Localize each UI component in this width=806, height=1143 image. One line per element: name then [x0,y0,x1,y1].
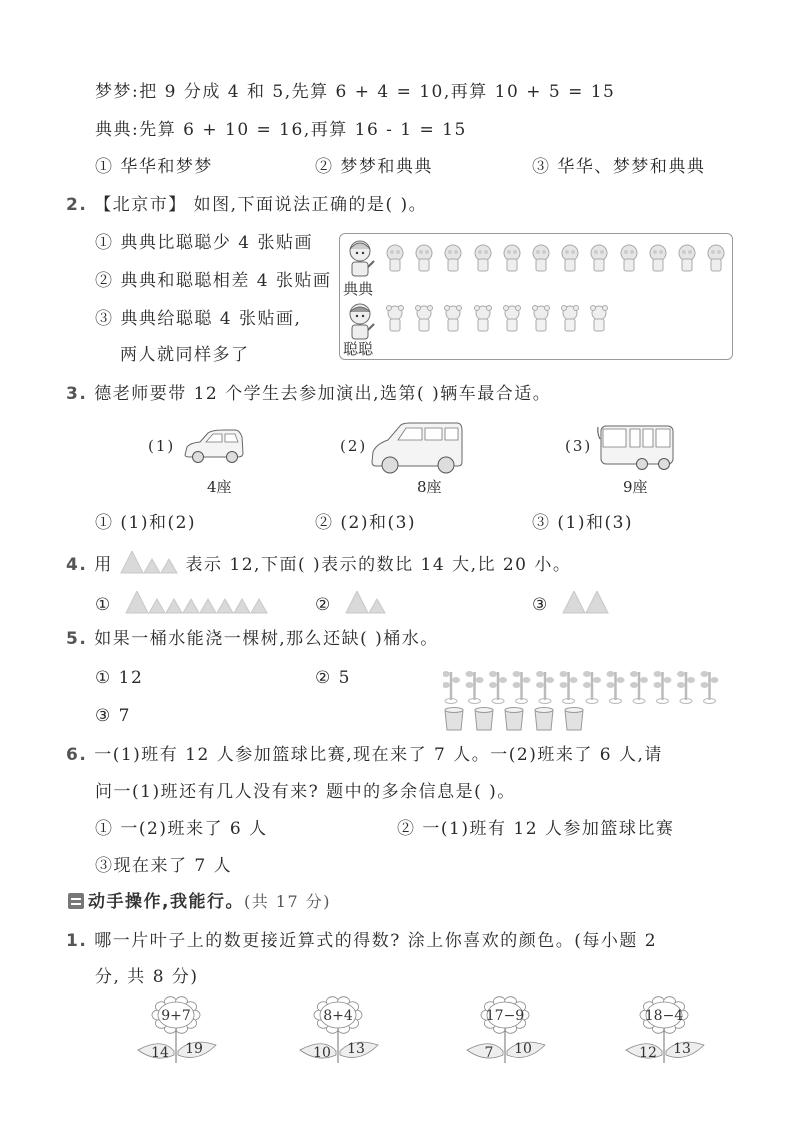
q6-stem-text: 一(1)班有 12 人参加篮球比赛,现在来了 7 人。一(2)班来了 6 人,请 [94,745,663,765]
q5-option-1[interactable]: ① 12 [95,668,144,688]
flower-expression: 8+4 [323,1008,353,1024]
question-number: 6. [66,745,88,765]
tree-icon [654,671,672,704]
option-label: ② [315,595,332,615]
q1-option-2[interactable]: ② 梦梦和典典 [315,157,433,177]
vehicle-1-label: (1) [148,437,176,455]
large-triangle [346,591,368,613]
small-triangle [183,599,199,613]
q3-option-1[interactable]: ① (1)和(2) [95,513,197,533]
q2-option-3-cont: 两人就同样多了 [120,345,250,365]
q4-option-3[interactable] [532,591,610,620]
q4-stem-suffix: 表示 12,下面( )表示的数比 14 大,比 20 小。 [185,555,572,575]
question-number: 4. [66,555,88,575]
flower-expression: 17−9 [485,1008,525,1024]
flower-sticker-icon [588,244,610,274]
q2-option-2[interactable]: ② 典典和聪聪相差 4 张贴画 [95,271,332,291]
tree-icon [466,671,484,704]
bear-sticker-icon [559,304,581,334]
trees-buckets-figure [443,666,733,732]
q2-stem-text: 【北京市】 如图,下面说法正确的是( )。 [94,195,428,215]
flower-sticker-icon [647,244,669,274]
bear-sticker-icon [413,304,435,334]
right-leaf-number: 10 [514,1041,532,1057]
section-two-icon [68,893,84,909]
sticker-figure [339,233,733,360]
flower-sticker-icon [530,244,552,274]
flower-item [288,995,388,1067]
vehicle-3-caption: 9座 [623,478,648,496]
q5-stem [66,628,439,650]
question-number: 3. [66,384,88,404]
diandian-method: 典典:先算 6 + 10 = 16,再算 16 - 1 = 15 [95,120,467,140]
flower-sticker-icon [705,244,727,274]
flower-item [614,995,714,1067]
car-icon [182,425,246,467]
left-leaf-number: 7 [484,1045,494,1061]
vehicle-2-caption: 8座 [417,478,442,496]
flower-sticker-icon [618,244,640,274]
flower-expression: 9+7 [161,1008,191,1024]
tree-icon [607,671,625,704]
option-label: ① [95,595,112,615]
q3-stem-text: 德老师要带 12 个学生去参加演出,选第( )辆车最合适。 [94,384,552,404]
question-number: 1. [66,931,88,951]
tree-icon [513,671,531,704]
tree-icon [536,671,554,704]
large-triangle [586,591,608,613]
q6-option-1[interactable]: ① 一(2)班来了 6 人 [95,819,268,839]
q2-option-1[interactable]: ① 典典比聪聪少 4 张贴画 [95,233,314,253]
right-leaf-number: 19 [185,1041,203,1057]
q4-stem-prefix: 用 [94,555,113,575]
s2q1-stem-line1 [66,930,657,952]
q1-option-1[interactable]: ① 华华和梦梦 [95,157,213,177]
bear-sticker-icon [472,304,494,334]
q5-option-3[interactable]: ③ 7 [95,706,131,726]
triangle-group-option-2 [345,591,387,620]
section-score: (共 17 分) [243,892,331,911]
left-leaf-number: 12 [639,1045,657,1061]
tree-icon [583,671,601,704]
triangle-group-stem [120,551,179,580]
tree-icon [701,671,719,704]
flower-item [455,995,555,1067]
small-triangle [161,559,177,573]
bear-sticker-icon [442,304,464,334]
q1-option-3[interactable]: ③ 华华、梦梦和典典 [532,157,706,177]
left-leaf-number: 14 [151,1045,169,1061]
small-triangle [166,599,182,613]
q3-option-2[interactable]: ② (2)和(3) [315,513,417,533]
q2-option-3[interactable]: ③ 典典给聪聪 4 张贴画, [95,309,302,329]
small-triangle [217,599,233,613]
small-triangle [149,599,165,613]
vehicle-2-label: (2) [340,437,368,455]
q4-stem [66,551,571,580]
flower-sticker-icon [442,244,464,274]
q2-stem [66,194,427,216]
triangle-group-option-1 [125,591,269,620]
left-leaf-number: 10 [313,1045,331,1061]
q6-stem-line2: 问一(1)班还有几人没有来? 题中的多余信息是( )。 [95,782,516,802]
congcong-label: 聪聪 [343,340,374,358]
q6-stem-line1 [66,744,663,766]
tree-icon [677,671,695,704]
question-number: 5. [66,629,88,649]
bus-icon [596,423,676,471]
section-title: 动手操作,我能行。 [88,892,244,912]
question-number: 2. [66,195,88,215]
q3-option-3[interactable]: ③ (1)和(3) [532,513,634,533]
flower-sticker-icon [559,244,581,274]
van-icon [370,420,465,475]
flower-sticker-icon [676,244,698,274]
tree-icon [630,671,648,704]
flower-expression: 18−4 [644,1008,684,1024]
bucket-icon [535,708,553,731]
bucket-icon [475,708,493,731]
bear-sticker-icon [588,304,610,334]
section-2-header [68,891,331,913]
small-triangle [234,599,250,613]
bucket-icon [565,708,583,731]
q3-stem [66,383,551,405]
s2q1-stem-line2: 分, 共 8 分) [95,967,199,987]
bucket-icon [505,708,523,731]
large-triangle [563,591,585,613]
tree-icon [560,671,578,704]
s2q1-stem-text: 哪一片叶子上的数更接近算式的得数? 涂上你喜欢的颜色。(每小题 2 [94,931,658,951]
q5-option-2[interactable]: ② 5 [315,668,351,688]
flower-sticker-icon [472,244,494,274]
right-leaf-number: 13 [347,1041,365,1057]
q4-option-1[interactable] [95,591,269,620]
tree-icon [489,671,507,704]
tree-icon [443,671,460,704]
q6-option-2[interactable]: ② 一(1)班有 12 人参加篮球比赛 [397,819,675,839]
large-triangle [121,551,143,573]
bear-sticker-icon [530,304,552,334]
diandian-kid-icon [346,237,376,281]
vehicle-1-caption: 4座 [207,478,232,496]
option-label: ③ [532,595,549,615]
q5-stem-text: 如果一桶水能浇一棵树,那么还缺( )桶水。 [94,629,439,649]
diandian-label: 典典 [343,280,374,298]
flower-item [126,995,226,1067]
flower-sticker-icon [501,244,523,274]
triangle-group-option-3 [562,591,610,620]
vehicle-3-label: (3) [565,437,593,455]
small-triangle [369,599,385,613]
small-triangle [144,559,160,573]
q6-option-3[interactable]: ③现在来了 7 人 [95,856,233,876]
right-leaf-number: 13 [673,1041,691,1057]
bear-sticker-icon [501,304,523,334]
flower-sticker-icon [384,244,406,274]
bear-sticker-icon [384,304,406,334]
mengmeng-method: 梦梦:把 9 分成 4 和 5,先算 6 + 4 = 10,再算 10 + 5 = 15 [95,82,616,102]
small-triangle [200,599,216,613]
bucket-icon [445,708,463,731]
q4-option-2[interactable] [315,591,387,620]
flower-sticker-icon [413,244,435,274]
small-triangle [251,599,267,613]
large-triangle [126,591,148,613]
